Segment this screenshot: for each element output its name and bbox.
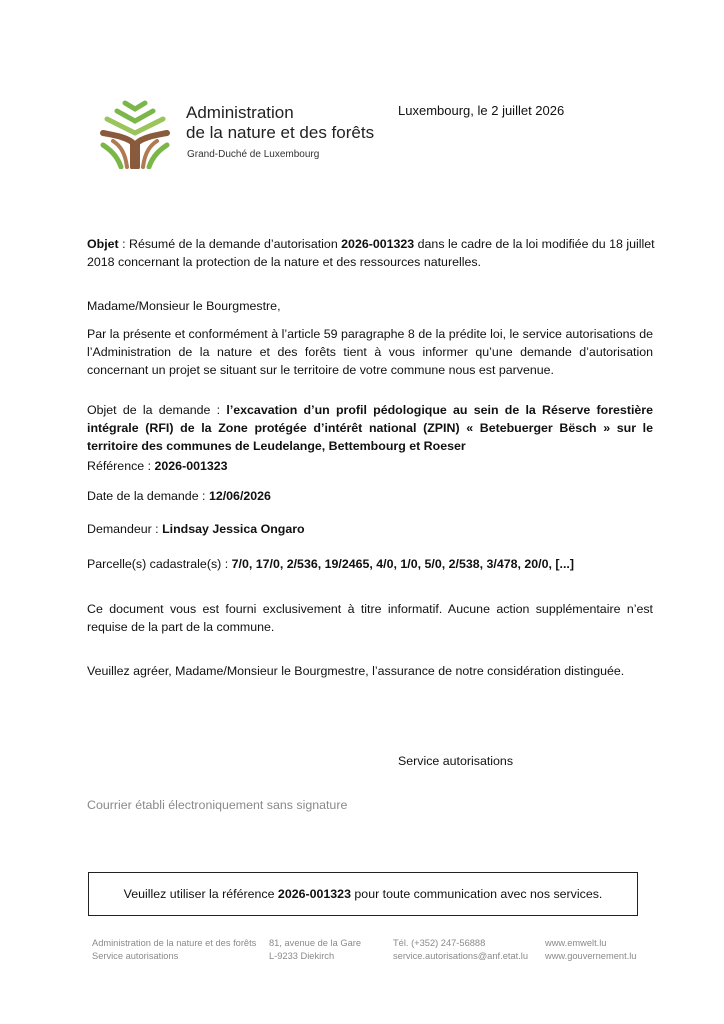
org-name-line1: Administration xyxy=(186,103,294,122)
date-demande-label: Date de la demande : xyxy=(87,489,209,503)
signature: Service autorisations xyxy=(398,754,514,768)
footer-city: L-9233 Diekirch xyxy=(269,951,335,961)
reference-value: 2026-001323 xyxy=(154,459,228,473)
objet-text-before: : Résumé de la demande d’autorisation xyxy=(118,237,342,251)
demandeur-label: Demandeur : xyxy=(87,522,163,536)
footer-col-contact xyxy=(393,937,528,963)
ref-box-before: Veuillez utiliser la référence xyxy=(123,887,278,901)
reference-line xyxy=(87,457,228,475)
reference-label: Référence : xyxy=(87,459,155,473)
demande-label: Objet de la demande : xyxy=(87,403,227,417)
objet-line2: 2018 concernant la protection de la nature et des ressources naturelles. xyxy=(87,255,481,269)
letter-date: Luxembourg, le 2 juillet 2026 xyxy=(398,103,565,118)
parcelles-value: 7/0, 17/0, 2/536, 19/2465, 4/0, 1/0, 5/0, 2/538, 3/478, 20/0, [...] xyxy=(231,557,574,571)
info-paragraph: Ce document vous est fourni exclusivement à titre informatif. Aucune action supplémentaire n’est requise de la part de la commune. xyxy=(87,602,653,634)
parcelles-label: Parcelle(s) cadastrale(s) : xyxy=(87,557,232,571)
reference-box xyxy=(88,872,638,916)
parcelles-line xyxy=(87,555,574,573)
footer-phone: Tél. (+352) 247-56888 xyxy=(393,938,486,948)
footer-service: Service autorisations xyxy=(92,951,179,961)
demande-text: l’excavation d’un profil pédologique au sein de la Réserve forestière intégrale (RFI) de la Zone protégée d’intérêt national (ZPIN) « Betebuerger Bësch » sur le territoire des communes de Leudelange, Bettembourg et Roeser xyxy=(87,403,653,453)
electronic-note: Courrier établi électroniquement sans signature xyxy=(87,798,348,812)
objet-label: Objet xyxy=(87,237,119,251)
objet-text-after: dans le cadre de la loi modifiée du 18 juillet xyxy=(414,237,655,251)
footer-street: 81, avenue de la Gare xyxy=(269,938,362,948)
org-name-line2: de la nature et des forêts xyxy=(186,123,375,142)
objet-ref: 2026-001323 xyxy=(341,237,415,251)
demande-paragraph xyxy=(87,401,653,455)
ref-box-after: pour toute communication avec nos services. xyxy=(350,887,603,901)
footer-email[interactable]: service.autorisations@anf.etat.lu xyxy=(393,951,529,961)
date-demande-line xyxy=(87,487,271,505)
closing-formula: Veuillez agréer, Madame/Monsieur le Bourgmestre, l’assurance de notre considération distinguée. xyxy=(87,664,625,678)
date-demande-value: 12/06/2026 xyxy=(208,489,271,503)
footer-link-gouvernement[interactable]: www.gouvernement.lu xyxy=(545,951,637,961)
org-subtitle: Grand-Duché de Luxembourg xyxy=(187,149,320,160)
footer-col-web xyxy=(545,937,636,963)
footer-org-name: Administration de la nature et des forêts xyxy=(92,938,257,948)
footer-col-org xyxy=(92,937,256,963)
ref-box-ref: 2026-001323 xyxy=(277,887,351,901)
footer-col-address xyxy=(269,937,361,963)
demandeur-value: Lindsay Jessica Ongaro xyxy=(162,522,305,536)
footer-link-emwelt[interactable]: www.emwelt.lu xyxy=(545,938,607,948)
objet-paragraph xyxy=(87,235,653,271)
intro-paragraph: Par la présente et conformément à l’article 59 paragraphe 8 de la prédite loi, le service autorisations de l’Administration de la nature et des forêts tient à vous informer qu’une demande d’autorisation concernant un projet se situant sur le territoire de votre commune nous est parvenue. xyxy=(87,327,653,377)
salutation: Madame/Monsieur le Bourgmestre, xyxy=(87,299,281,313)
demandeur-line xyxy=(87,520,305,538)
anf-logo xyxy=(99,97,171,169)
